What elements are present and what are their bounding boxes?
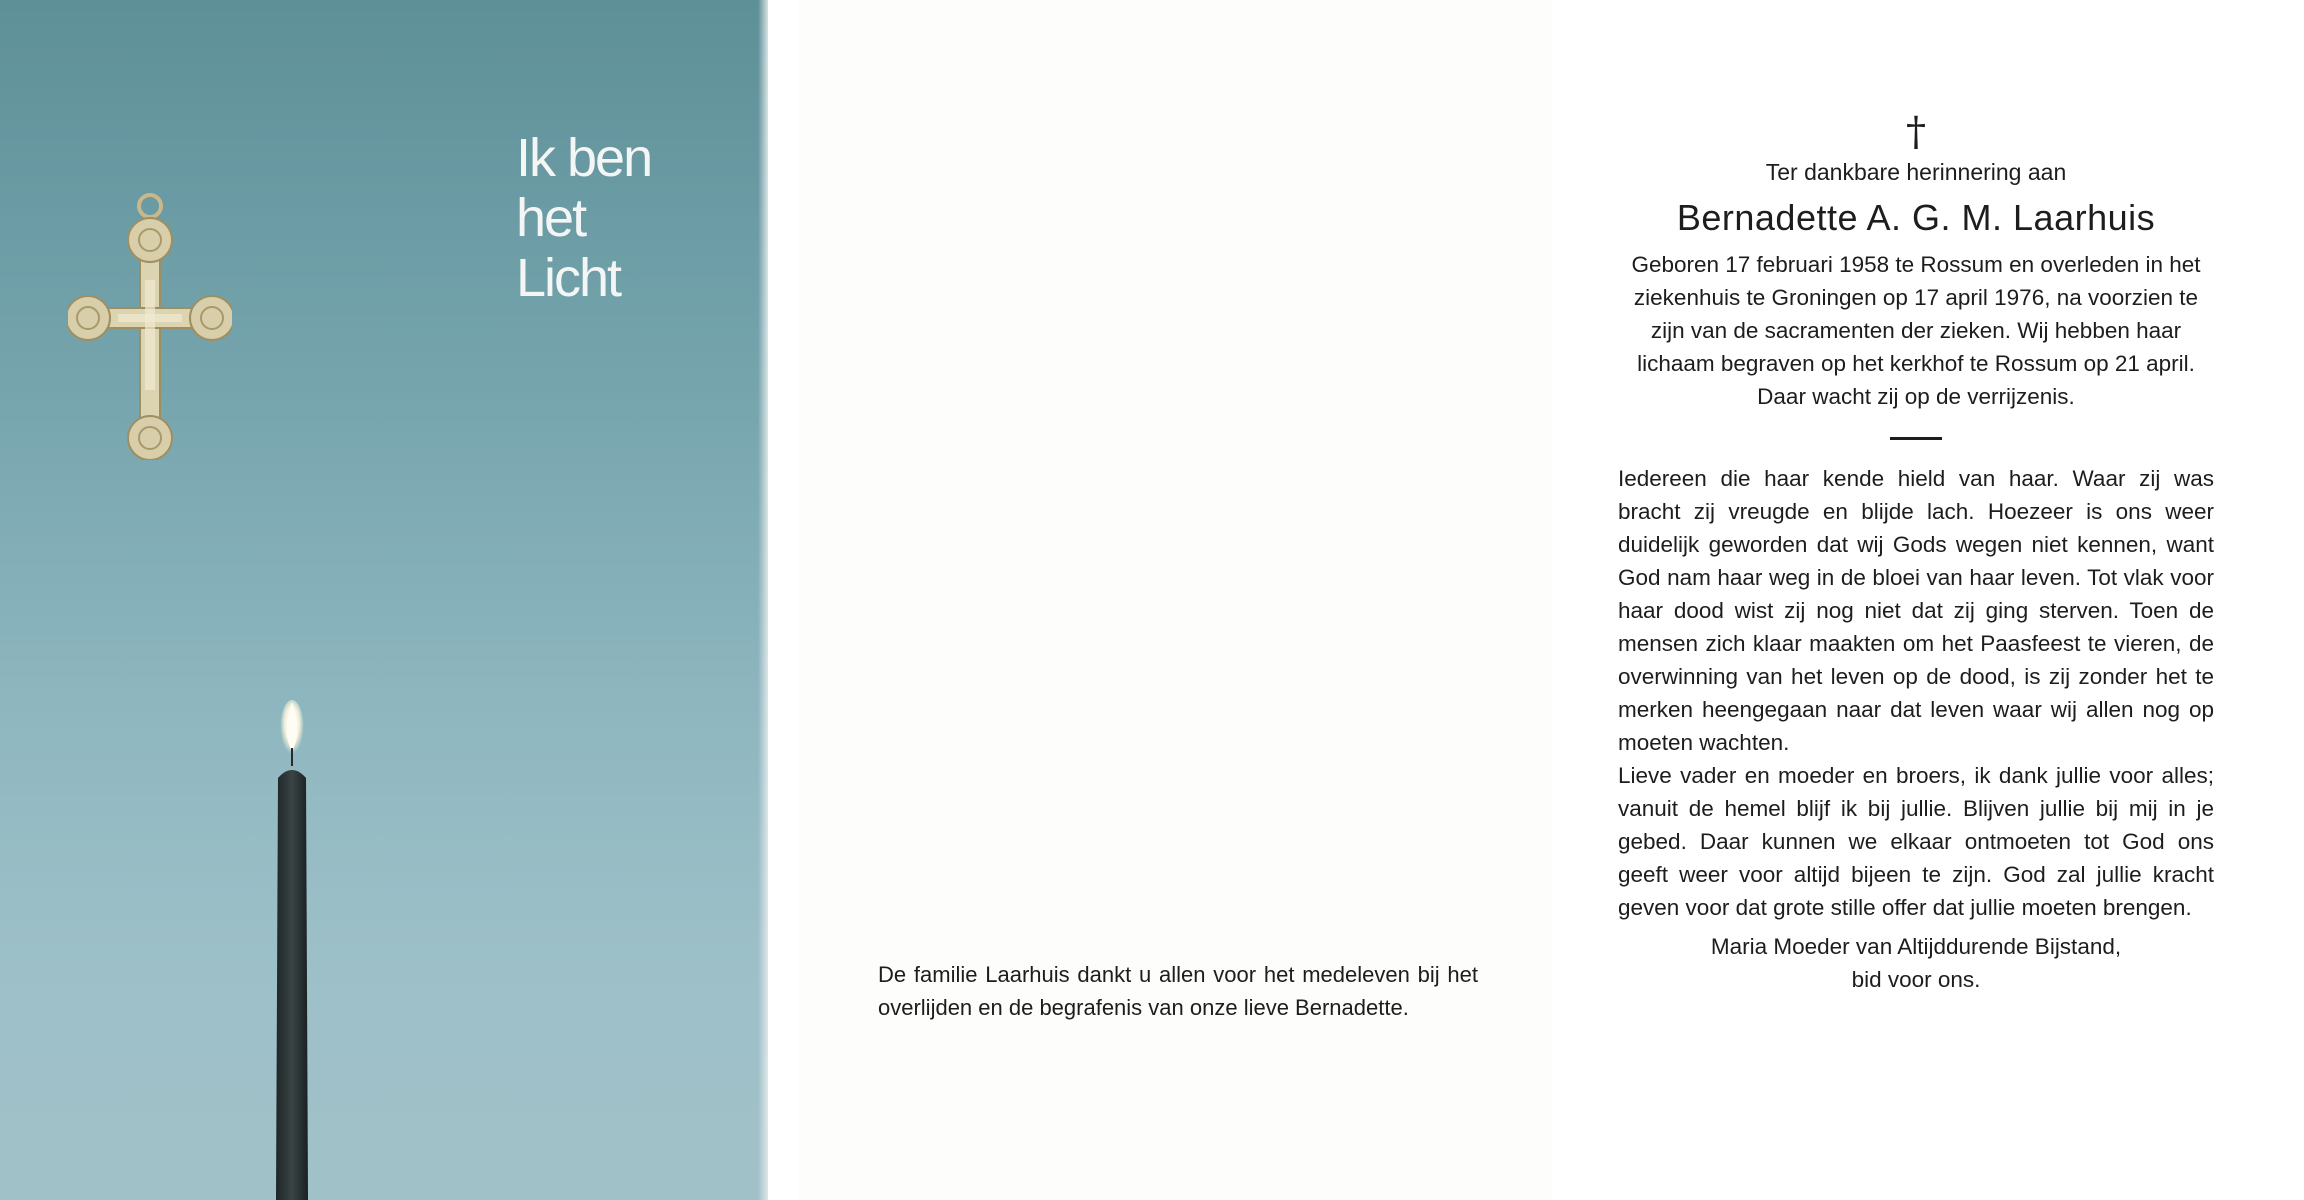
right-panel — [1556, 0, 2304, 1200]
closing-line: Maria Moeder van Altijddurende Bijstand, — [1710, 934, 2122, 959]
divider — [1890, 437, 1942, 440]
cover-title — [516, 128, 736, 308]
closing-prayer — [1618, 930, 2214, 996]
biography-text: Geboren 17 februari 1958 te Rossum en overleden in het ziekenhuis te Groningen op 17 april 1976, na voorzien te zijn van de sacramenten der zieken. Wij hebben haar lichaam begraven op het kerkhof te Rossum op 21 april. Daar wacht zij op de verrijzenis. — [1631, 252, 2201, 409]
cover-title-line: het — [516, 188, 586, 248]
cover-title-line: Ik ben — [516, 128, 652, 188]
deceased-name: Bernadette A. G. M. Laarhuis — [1676, 197, 2156, 238]
cover-panel — [0, 0, 768, 1200]
cross-pendant-icon — [68, 190, 232, 460]
cover-title-line: Licht — [516, 248, 621, 308]
memorial-text-block — [1618, 110, 2214, 996]
intro-line: Ter dankbare herinnering aan — [1765, 159, 2067, 185]
memorial-paragraph: Iedereen die haar kende hield van haar. Waar zij was bracht zij vreugde en blijde lach. Hoezeer is ons weer duidelijk geworden dat wij Gods wegen niet kennen, want God nam haar weg in de bloei van haar leven. Tot vlak voor haar dood wist zij nog niet dat zij ging sterven. Toen de mensen zich klaar maakten om het Paasfeest te vieren, de overwinning van het leven op de dood, is zij zonder het te merken heengegaan naar dat leven waar wij allen nog op moeten wachten. — [1618, 466, 2214, 755]
candle-icon — [262, 700, 322, 1200]
middle-panel — [798, 0, 1552, 1200]
closing-line: bid voor ons. — [1851, 967, 1981, 992]
memorial-paragraph: Lieve vader en moeder en broers, ik dank jullie voor alles; vanuit de hemel blijf ik bij jullie. Blijven jullie bij mij in je gebed. Daar kunnen we elkaar ontmoeten tot God ons geeft weer voor altijd bijeen te zijn. God zal jullie kracht geven voor dat grote stille offer dat jullie moeten brengen. — [1618, 763, 2214, 920]
dagger-cross-icon: † — [1906, 109, 1926, 155]
thanks-text: De familie Laarhuis dankt u allen voor het medeleven bij het overlijden en de begrafenis van onze lieve Bernadette. — [878, 962, 1478, 1020]
memorial-body — [1618, 462, 2214, 924]
